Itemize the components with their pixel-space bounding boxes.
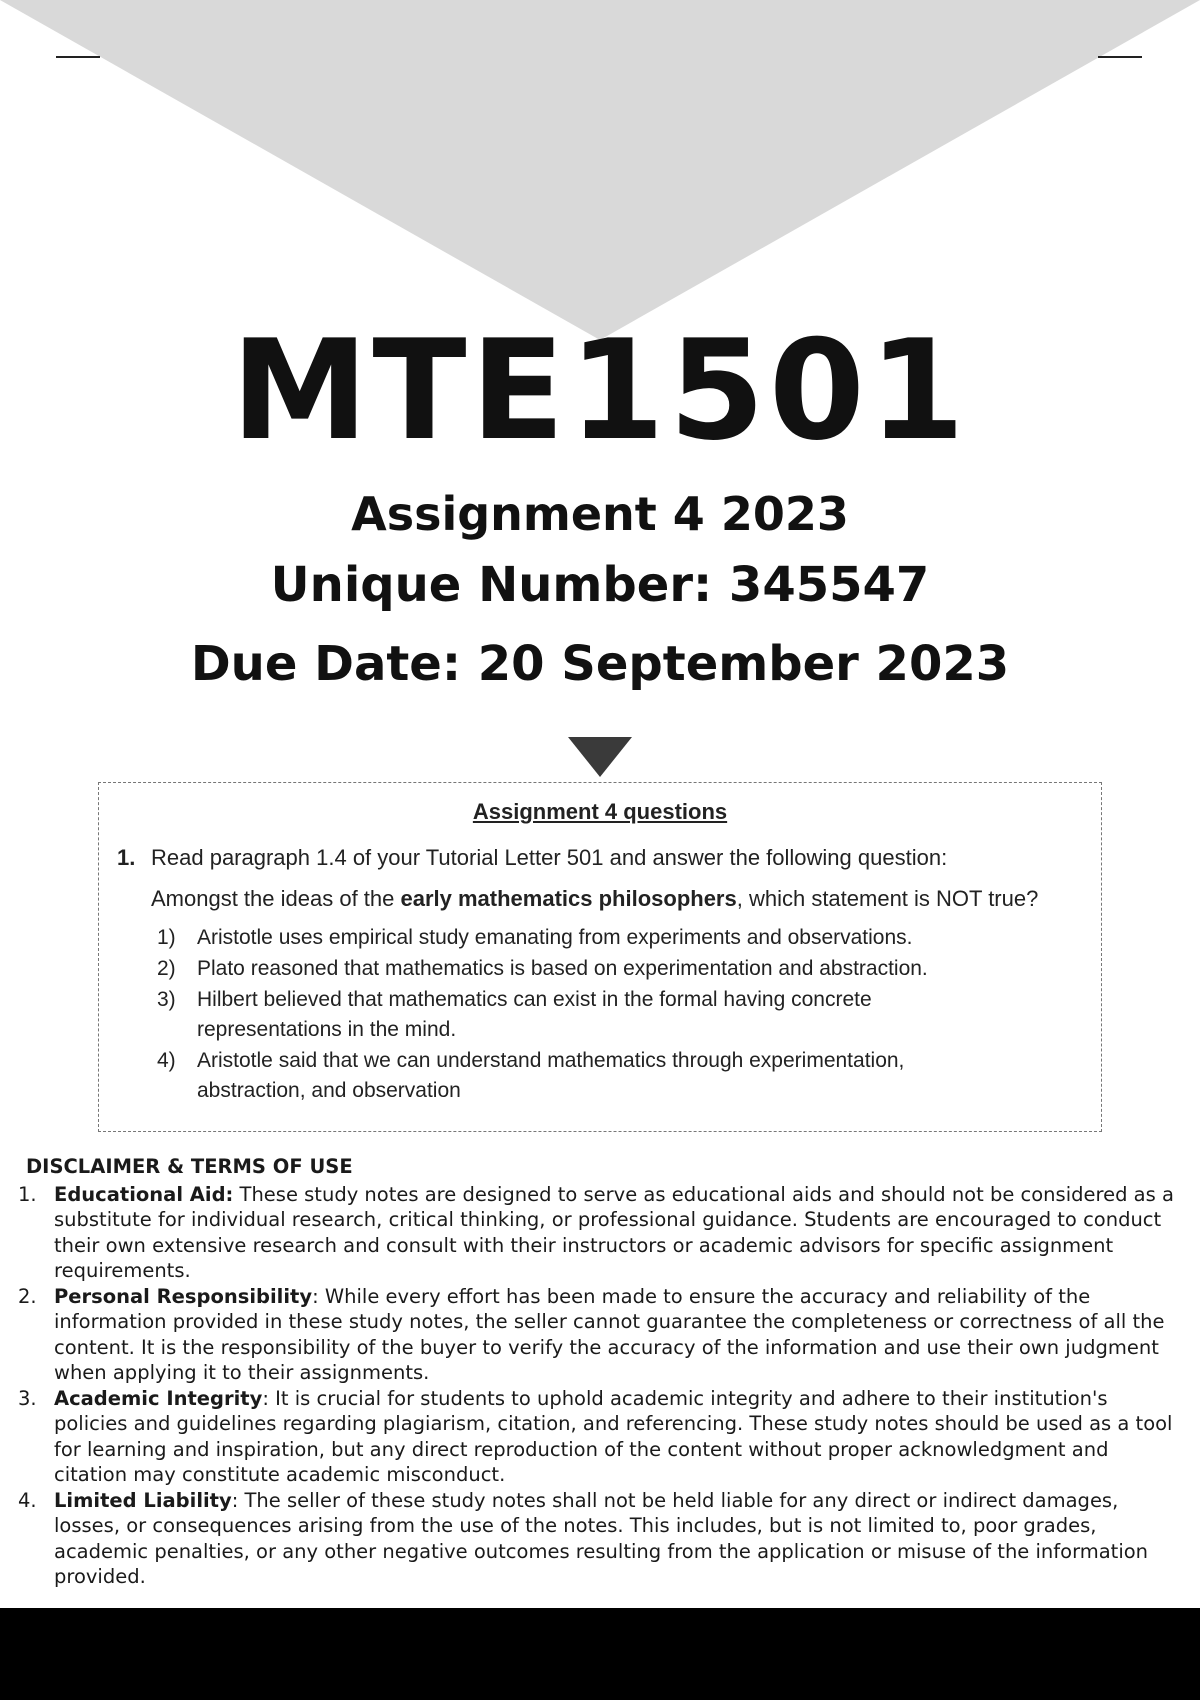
disclaimer-item-text: : It is crucial for students to uphold academic integrity and adhere to their institution's policies and guidelines regarding plagiarism, citation, and referencing. These study notes should be used as a tool for learning and inspiration, but any direct reproduction of the content without proper acknowledgment and citation may constitute academic misconduct. [54, 1386, 1173, 1486]
disclaimer-item-body [54, 1386, 1186, 1488]
disclaimer-item-text: These study notes are designed to serve as educational aids and should not be considered as a substitute for individual research, critical thinking, or professional guidance. Students are encouraged to conduct their own extensive research and consult with their instructors or academic advisors for specific assignment requirements. [54, 1182, 1174, 1282]
option-text: Plato reasoned that mathematics is based on experimentation and abstraction. [197, 957, 928, 980]
question-stem-emphasis: early mathematics philosophers [400, 886, 737, 911]
due-date: Due Date: 20 September 2023 [190, 636, 1010, 692]
question-lead: Read paragraph 1.4 of your Tutorial Letter 501 and answer the following question: [151, 845, 948, 870]
disclaimer-item-number: 1. [18, 1182, 37, 1206]
disclaimer-item-text: : The seller of these study notes shall not be held liable for any direct or indirect damages, losses, or consequences arising from the use of the notes. This includes, but is not limited to, poor grades, academic penalties, or any other negative outcomes resulting from the application or misuse of the information provided. [54, 1488, 1149, 1588]
answer-option [157, 985, 977, 1045]
corner-rule-left [56, 56, 100, 58]
disclaimer-item-heading: Personal Responsibility [54, 1284, 313, 1308]
disclaimer-section [18, 1154, 1186, 1590]
disclaimer-item [18, 1386, 1186, 1488]
answer-option [157, 1046, 1017, 1106]
option-number: 1) [157, 926, 176, 949]
disclaimer-item [18, 1488, 1186, 1590]
footer-black-bar [0, 1608, 1200, 1700]
disclaimer-item-heading: Educational Aid: [54, 1182, 234, 1206]
disclaimer-item-heading: Academic Integrity [54, 1386, 263, 1410]
option-text: Aristotle uses empirical study emanating from experiments and observations. [197, 926, 913, 949]
triangle-down-icon [568, 737, 632, 777]
disclaimer-item-body [54, 1182, 1186, 1284]
questions-title: Assignment 4 questions [472, 799, 728, 824]
corner-rule-right [1098, 56, 1142, 58]
disclaimer-item-number: 4. [18, 1488, 37, 1512]
disclaimer-item-body [54, 1488, 1186, 1590]
answer-option [157, 954, 1057, 984]
answer-option [157, 923, 1057, 953]
disclaimer-item-number: 3. [18, 1386, 37, 1410]
chevron-polygon [0, 0, 1200, 340]
option-text: Aristotle said that we can understand mathematics through experimentation, abstraction, and observation [197, 1049, 905, 1102]
option-number: 2) [157, 957, 176, 980]
option-number: 3) [157, 988, 176, 1011]
option-number: 4) [157, 1049, 176, 1072]
disclaimer-item-body [54, 1284, 1186, 1386]
decorative-chevron-banner [0, 0, 1200, 340]
question-stem-start: Amongst the ideas of the [151, 886, 401, 911]
disclaimer-item-heading: Limited Liability [54, 1488, 232, 1512]
questions-box [98, 782, 1102, 1132]
option-text: Hilbert believed that mathematics can exist in the formal having concrete representations in the mind. [197, 988, 872, 1041]
question-number: 1. [117, 845, 136, 870]
unique-number: Unique Number: 345547 [270, 557, 930, 613]
disclaimer-item-text: : While every effort has been made to ensure the accuracy and reliability of the information provided in these study notes, the seller cannot guarantee the completeness or correctness of all the content. It is the responsibility of the buyer to verify the accuracy of the information and use their own judgment when applying it to their assignments. [54, 1284, 1165, 1384]
assignment-subtitle: Assignment 4 2023 [351, 487, 849, 541]
disclaimer-title: DISCLAIMER & TERMS OF USE [26, 1155, 353, 1178]
course-code-title: MTE1501 [231, 310, 969, 471]
question-stem-end: , which statement is NOT true? [736, 886, 1039, 911]
question-stem [151, 886, 1038, 912]
disclaimer-item-number: 2. [18, 1284, 37, 1308]
disclaimer-item [18, 1284, 1186, 1386]
disclaimer-item [18, 1182, 1186, 1284]
